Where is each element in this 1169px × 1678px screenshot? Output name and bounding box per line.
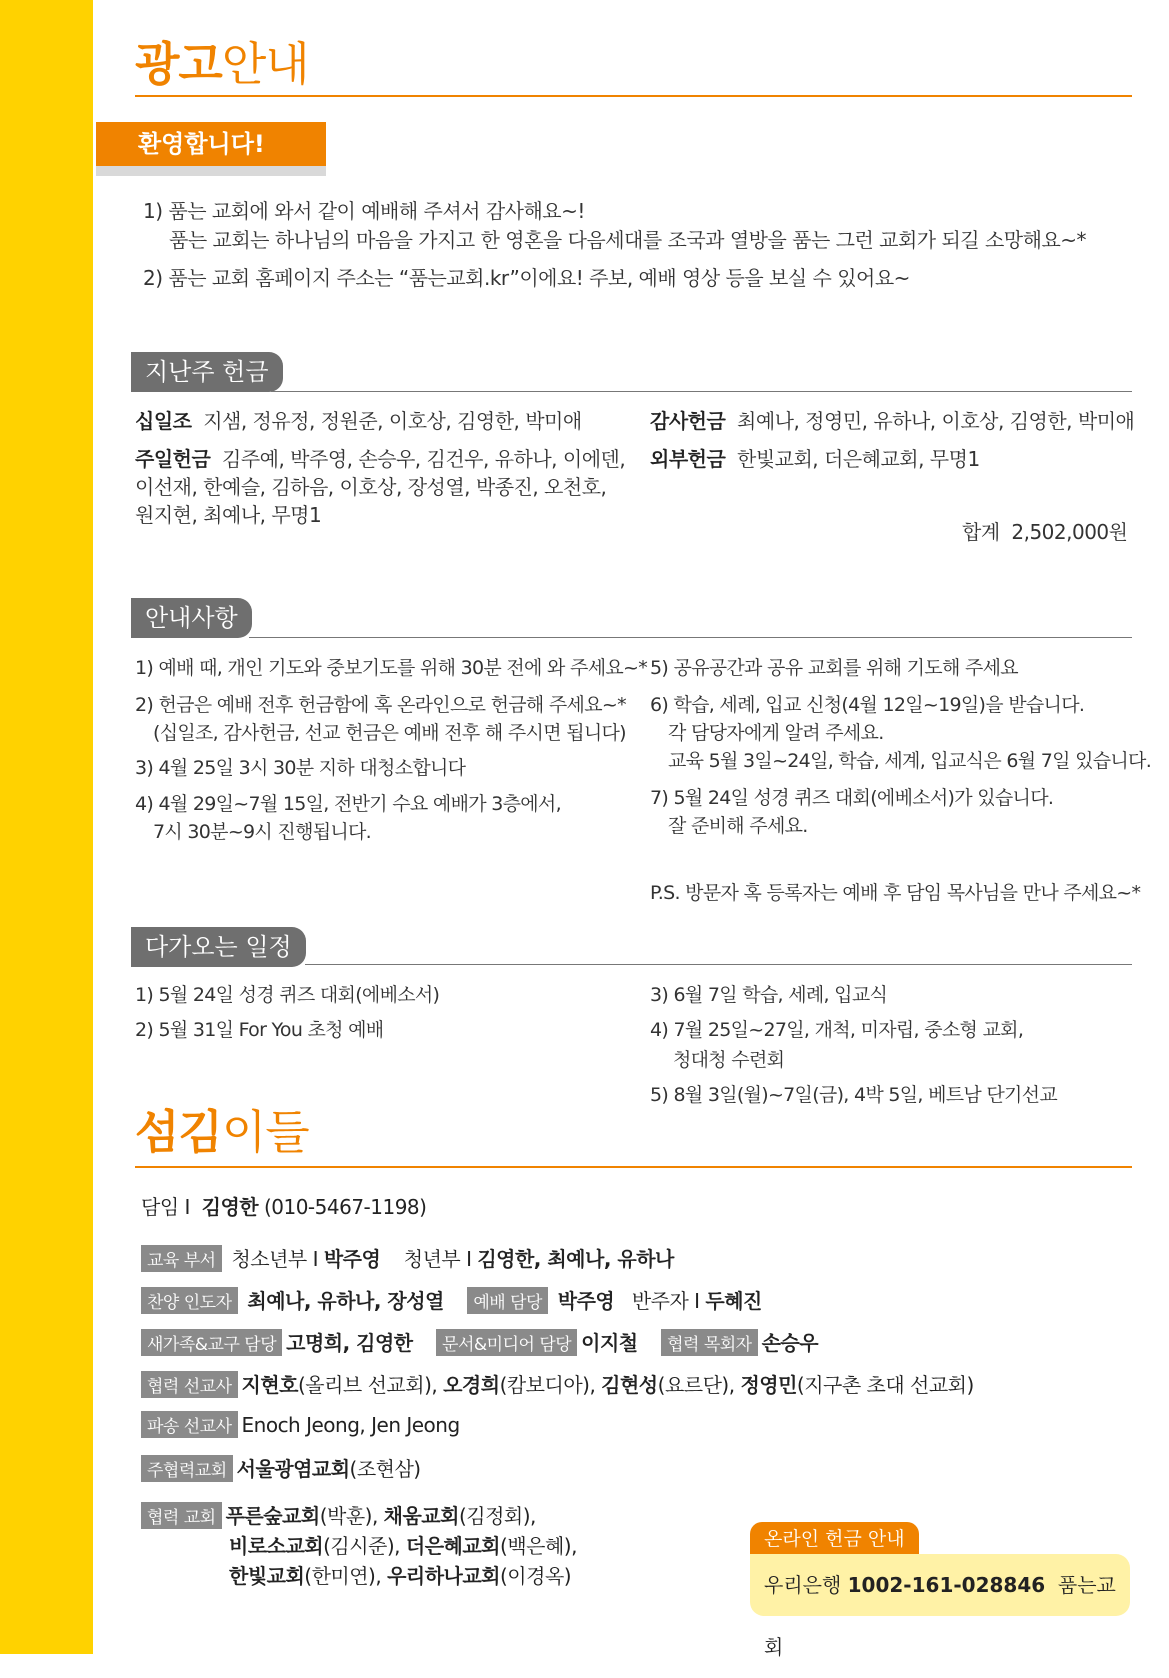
coop-church-6: 우리하나교회 [387,1564,500,1588]
outside-row [650,443,980,472]
outside-label: 외부헌금 [650,447,726,471]
tithe-names: 지샘, 정유정, 정원준, 이호상, 김영한, 박미애 [203,409,582,433]
schedule-left-2: 2) 5월 31일 For You 초청 예배 [135,1019,384,1041]
notice-left-1: 1) 예배 때, 개인 기도와 중보기도를 위해 30분 전에 와 주세요~* [135,657,648,679]
bank-name: 우리은행 [764,1573,842,1597]
missionary-tag: 협력 선교사 [141,1371,238,1398]
servants-title-bold: 섬김 [135,1105,222,1159]
schedule-right-4: 5) 8월 3일(월)~7일(금), 4박 5일, 베트남 단기선교 [650,1084,1057,1106]
edu-text-1: 청소년부 I [231,1247,318,1271]
notice-ps: P.S. 방문자 혹 등록자는 예배 후 담임 목사님을 만나 주세요~* [650,882,1141,904]
yellow-sidebar [0,0,93,1654]
praise-tag: 찬양 인도자 [141,1287,238,1314]
missionary-4-org: (지구촌 초대 선교회) [796,1373,974,1397]
account-holder: 품는교회 [764,1573,1116,1659]
media-tag: 문서&미디어 담당 [436,1329,577,1356]
pastor-row [141,1191,426,1220]
ad-line-3: 2) 품는 교회 홈페이지 주소는 “품는교회.kr”이에요! 주보, 예배 영상 등을 보실 수 있어요~ [143,266,910,290]
schedule-left-1: 1) 5월 24일 성경 퀴즈 대회(에베소서) [135,984,440,1006]
thanks-row [650,405,1134,434]
notices-title: 안내사항 [131,598,252,638]
notice-left-4: 3) 4월 25일 3시 30분 지하 대청소합니다 [135,757,466,779]
pastor-label: 담임 I [141,1195,190,1219]
missionary-row [141,1369,974,1398]
coop-church-3-pastor: (김시준), [323,1534,401,1558]
notice-right-1: 5) 공유공간과 공유 교회를 위해 기도해 주세요 [650,657,1018,679]
schedule-right-2: 4) 7월 25일~27일, 개척, 미자립, 중소형 교회, [650,1019,1024,1041]
notice-left-5: 4) 4월 29일~7월 15일, 전반기 수요 예배가 3층에서, [135,793,561,815]
coop-church-5-pastor: (한미연), [304,1564,382,1588]
coop-church-4-pastor: (백은혜), [500,1534,577,1558]
missionary-4: 정영민 [740,1373,797,1397]
online-offering-tab: 온라인 헌금 안내 [750,1522,919,1556]
sunday-label: 주일헌금 [135,447,211,471]
total-row [962,516,1127,545]
coop-church-4: 더은혜교회 [405,1534,501,1558]
notice-right-6: 잘 준비해 주세요. [668,815,808,837]
missionary-1: 지현호 [241,1373,298,1397]
coop-church-2: 채움교회 [383,1504,459,1528]
main-church: 서울광염교회 [236,1457,350,1481]
total-value: 2,502,000원 [1011,520,1128,544]
missionary-2-org: (캄보디아), [499,1373,596,1397]
main-tag: 주협력교회 [141,1455,233,1482]
coop-church-2-pastor: (김정회), [458,1504,536,1528]
notices-divider [249,637,1132,638]
coop-church-5: 한빛교회 [229,1564,305,1588]
tithe-label: 십일조 [135,409,192,433]
offering-divider [271,391,1132,392]
sunday-names-3: 원지현, 최예나, 무명1 [135,503,322,527]
notice-right-3: 각 담당자에게 알려 주세요. [668,722,884,744]
welcome-shadow [96,166,326,176]
family-tag: 새가족&교구 담당 [141,1329,282,1356]
edu-text-2: 청년부 I [403,1247,472,1271]
coop-church-3: 비로소교회 [229,1534,324,1558]
family-row [141,1327,818,1356]
notice-right-2: 6) 학습, 세례, 입교 신청(4월 12일~19일)을 받습니다. [650,694,1085,716]
coop-church-1: 푸른숲교회 [225,1504,320,1528]
praise-row [141,1285,762,1314]
schedule-right-1: 3) 6월 7일 학습, 세례, 입교식 [650,984,888,1006]
online-offering-box [750,1554,1130,1659]
account-number: 1002-161-028846 [847,1573,1046,1597]
media-name: 이지철 [581,1331,638,1355]
schedule-divider [305,964,1132,965]
accomp-text: 반주자 I [631,1289,700,1313]
missionary-1-org: (올리브 선교회), [297,1373,438,1397]
servants-divider [135,1166,1132,1168]
offering-title: 지난주 헌금 [131,352,283,392]
servants-title-light: 이들 [221,1105,309,1159]
worship-name: 박주영 [557,1289,615,1313]
copastor-tag: 협력 목회자 [661,1329,758,1356]
schedule-title: 다가오는 일정 [131,927,306,967]
sunday-row [135,443,625,472]
ad-line-1: 1) 품는 교회에 와서 같이 예배해 주셔서 감사해요~! [143,199,585,223]
outside-names: 한빛교회, 더은혜교회, 무명1 [737,447,980,471]
main-pastor: (조현삼) [349,1457,421,1481]
family-names: 고명희, 김영한 [286,1331,413,1355]
total-label: 합계 [962,520,1000,544]
sunday-names-2: 이선재, 한예슬, 김하음, 이호상, 장성열, 박종진, 오천호, [135,475,607,499]
ad-title-bold: 광고 [135,37,222,91]
worship-tag: 예배 담당 [467,1287,548,1314]
praise-names: 최예나, 유하나, 장성열 [247,1289,444,1313]
notice-right-4: 교육 5월 3일~24일, 학습, 세계, 입교식은 6월 7일 있습니다. [668,750,1152,772]
ad-line-2: 품는 교회는 하나님의 마음을 가지고 한 영혼을 다음세대를 조국과 열방을 품는 그런 교회가 되길 소망해요~* [169,228,1087,252]
main-church-row [141,1453,421,1482]
ad-divider [135,95,1132,97]
welcome-banner: 환영합니다! [96,122,326,166]
copastor-name: 손승우 [761,1331,819,1355]
missionary-3: 김현성 [601,1373,658,1397]
notice-left-6: 7시 30분~9시 진행됩니다. [153,821,372,843]
coop-church-1-pastor: (박훈), [319,1504,378,1528]
pastor-name: 김영한 [201,1195,259,1219]
coop-row-2 [229,1530,577,1559]
sent-names: Enoch Jeong, Jen Jeong [241,1413,460,1437]
coop-church-6-pastor: (이경옥) [500,1564,572,1588]
sent-tag: 파송 선교사 [141,1411,238,1438]
notice-left-2: 2) 헌금은 예배 전후 헌금함에 혹 온라인으로 헌금해 주세요~* [135,694,626,716]
missionary-2: 오경희 [443,1373,500,1397]
notice-left-3: (십일조, 감사헌금, 선교 헌금은 예배 전후 해 주시면 됩니다) [153,722,626,744]
notice-right-5: 7) 5월 24일 성경 퀴즈 대회(에베소서)가 있습니다. [650,787,1054,809]
sunday-names-1: 김주예, 박주영, 손승우, 김건우, 유하나, 이에덴, [222,447,626,471]
thanks-names: 최예나, 정영민, 유하나, 이호상, 김영한, 박미애 [737,409,1135,433]
sent-row [141,1411,460,1438]
pastor-phone: (010-5467-1198) [263,1195,427,1219]
edu-name-2: 김영한, 최예나, 유하나 [477,1247,674,1271]
coop-tag: 협력 교회 [141,1502,222,1529]
missionary-3-org: (요르단), [657,1373,735,1397]
edu-row [141,1243,674,1272]
edu-name-1: 박주영 [323,1247,381,1271]
schedule-right-3: 청대청 수련회 [673,1049,785,1071]
edu-tag: 교육 부서 [141,1245,222,1272]
coop-row-3 [229,1560,571,1589]
coop-row-1 [141,1500,536,1529]
accomp-name: 두혜진 [705,1289,762,1313]
thanks-label: 감사헌금 [650,409,726,433]
servants-section-title [135,1096,309,1162]
ad-section-title [135,28,309,94]
tithe-row [135,405,582,434]
ad-title-light: 안내 [221,37,309,91]
